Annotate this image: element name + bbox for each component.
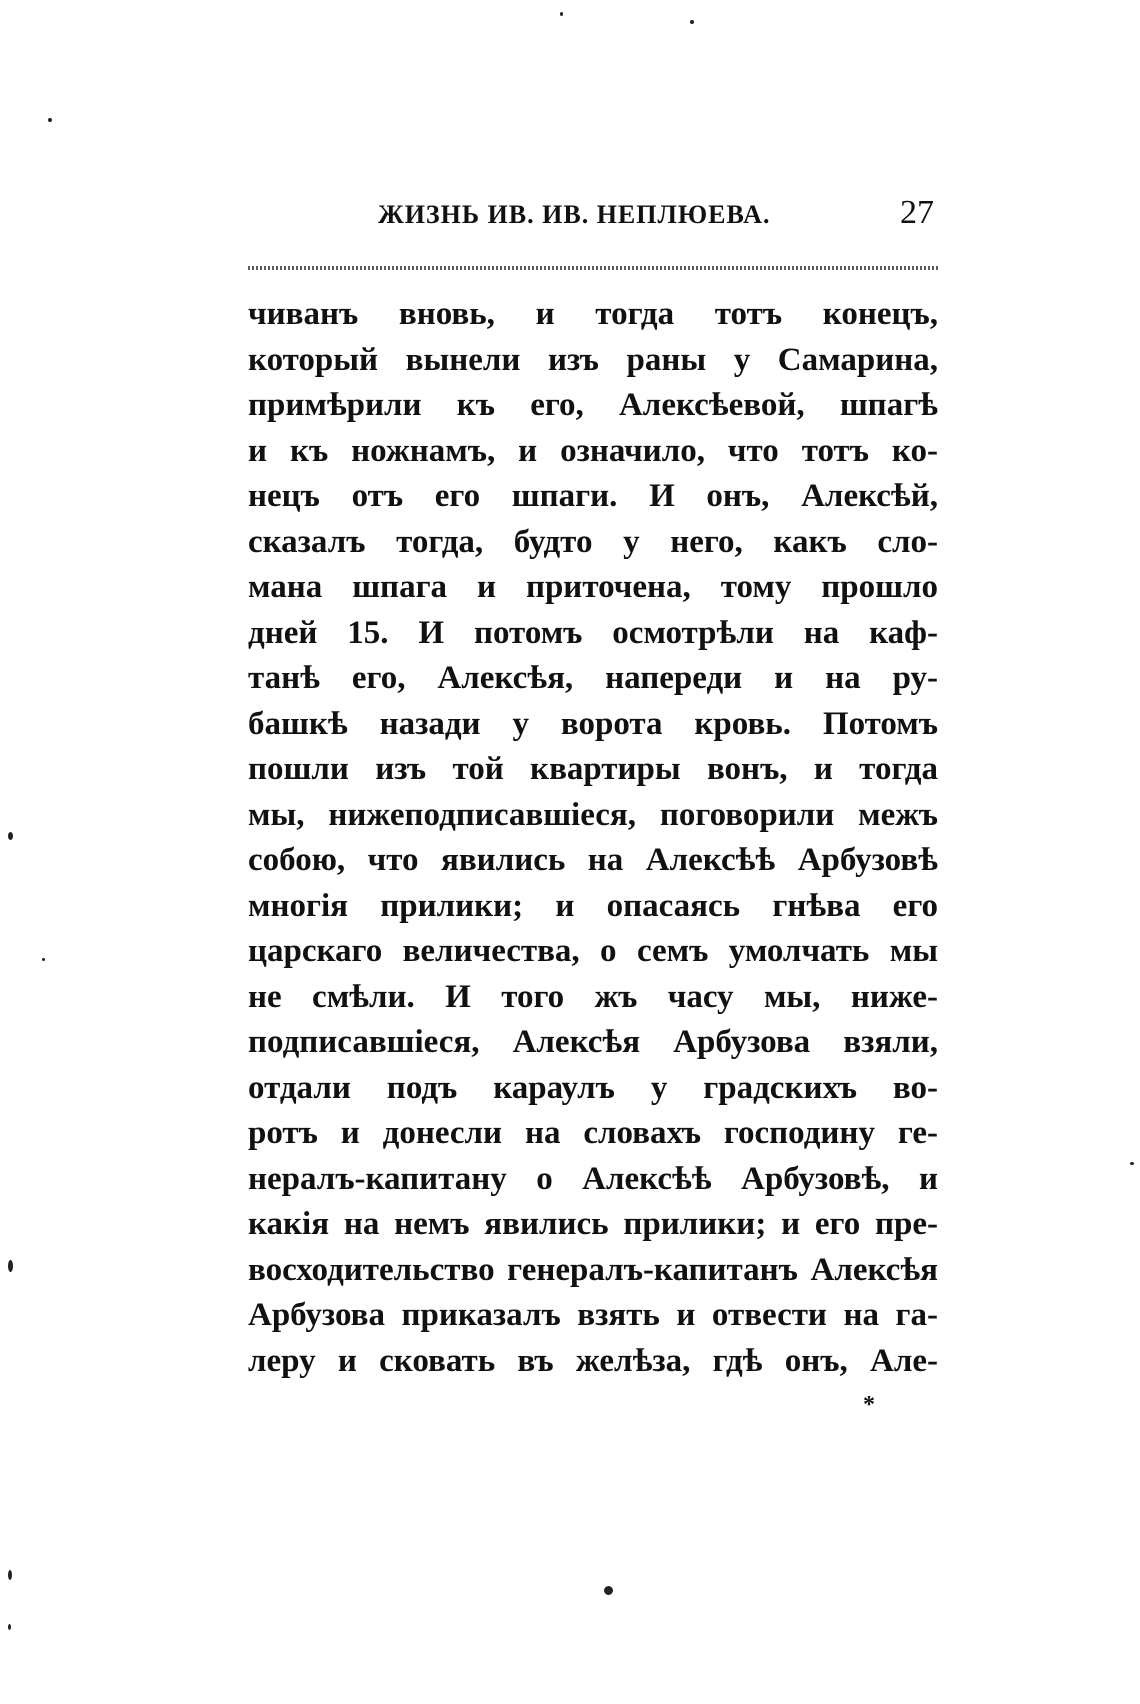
- scan-speck: [48, 118, 52, 122]
- page-number: 27: [900, 194, 934, 231]
- text-line: отдали подъ караулъ у градскихъ во-: [248, 1069, 938, 1106]
- text-line: и къ ножнамъ, и означило, что тотъ ко-: [248, 432, 938, 469]
- body-text: [248, 292, 938, 1384]
- text-line: сказалъ тогда, будто у него, какъ сло-: [248, 523, 938, 560]
- scan-speck: [8, 1260, 13, 1272]
- text-line: подписавшіеся, Алексѣя Арбузова взяли,: [248, 1024, 938, 1060]
- text-line: дней 15. И потомъ осмотрѣли на каф-: [248, 614, 938, 651]
- text-line: примѣрили къ его, Алексѣевой, шпагѣ: [248, 387, 938, 423]
- scan-speck: [1130, 1162, 1134, 1165]
- scan-speck: [8, 1570, 12, 1580]
- text-line: ротъ и донесли на словахъ господину ге-: [248, 1115, 938, 1151]
- text-line: мана шпага и приточена, тому прошло: [248, 569, 938, 605]
- running-title: ЖИЗНЬ ИВ. ИВ. НЕПЛЮЕВА.: [378, 200, 771, 229]
- page-header: [248, 194, 938, 250]
- text-line: мы, нижеподписавшіеся, поговорили межъ: [248, 796, 938, 833]
- text-line: башкѣ назади у ворота кровь. Потомъ: [248, 705, 938, 742]
- text-line: нецъ отъ его шпаги. И онъ, Алексѣй,: [248, 478, 938, 514]
- scan-speck: [8, 832, 13, 840]
- scan-speck: [42, 958, 45, 961]
- text-line: леру и сковать въ желѣза, гдѣ онъ, Але-: [248, 1342, 938, 1379]
- text-line: пошли изъ той квартиры вонъ, и тогда: [248, 751, 938, 787]
- scan-speck: [8, 1624, 11, 1630]
- text-line: нералъ-капитану о Алексѣѣ Арбузовѣ, и: [248, 1160, 938, 1197]
- scan-speck: [604, 1586, 613, 1595]
- text-line: царскаго величества, о семъ умолчать мы: [248, 933, 938, 969]
- text-line: который вынели изъ раны у Самарина,: [248, 341, 938, 378]
- text-line: чиванъ вновь, и тогда тотъ конецъ,: [248, 296, 938, 332]
- text-line: танѣ его, Алексѣя, напереди и на ру-: [248, 660, 938, 696]
- scan-speck: [560, 12, 563, 16]
- text-line: многія прилики; и опасаясь гнѣва его: [248, 887, 938, 924]
- text-line: Арбузова приказалъ взять и отвести на га-: [248, 1297, 938, 1333]
- header-rule: [248, 266, 938, 270]
- text-line: не смѣли. И того жъ часу мы, ниже-: [248, 978, 938, 1015]
- footnote-mark: *: [863, 1392, 875, 1418]
- scan-speck: [690, 20, 694, 24]
- text-line: какія на немъ явились прилики; и его пре-: [248, 1206, 938, 1242]
- text-line: собою, что явились на Алексѣѣ Арбузовѣ: [248, 842, 938, 878]
- text-line: восходительство генералъ-капитанъ Алексѣя: [248, 1251, 938, 1288]
